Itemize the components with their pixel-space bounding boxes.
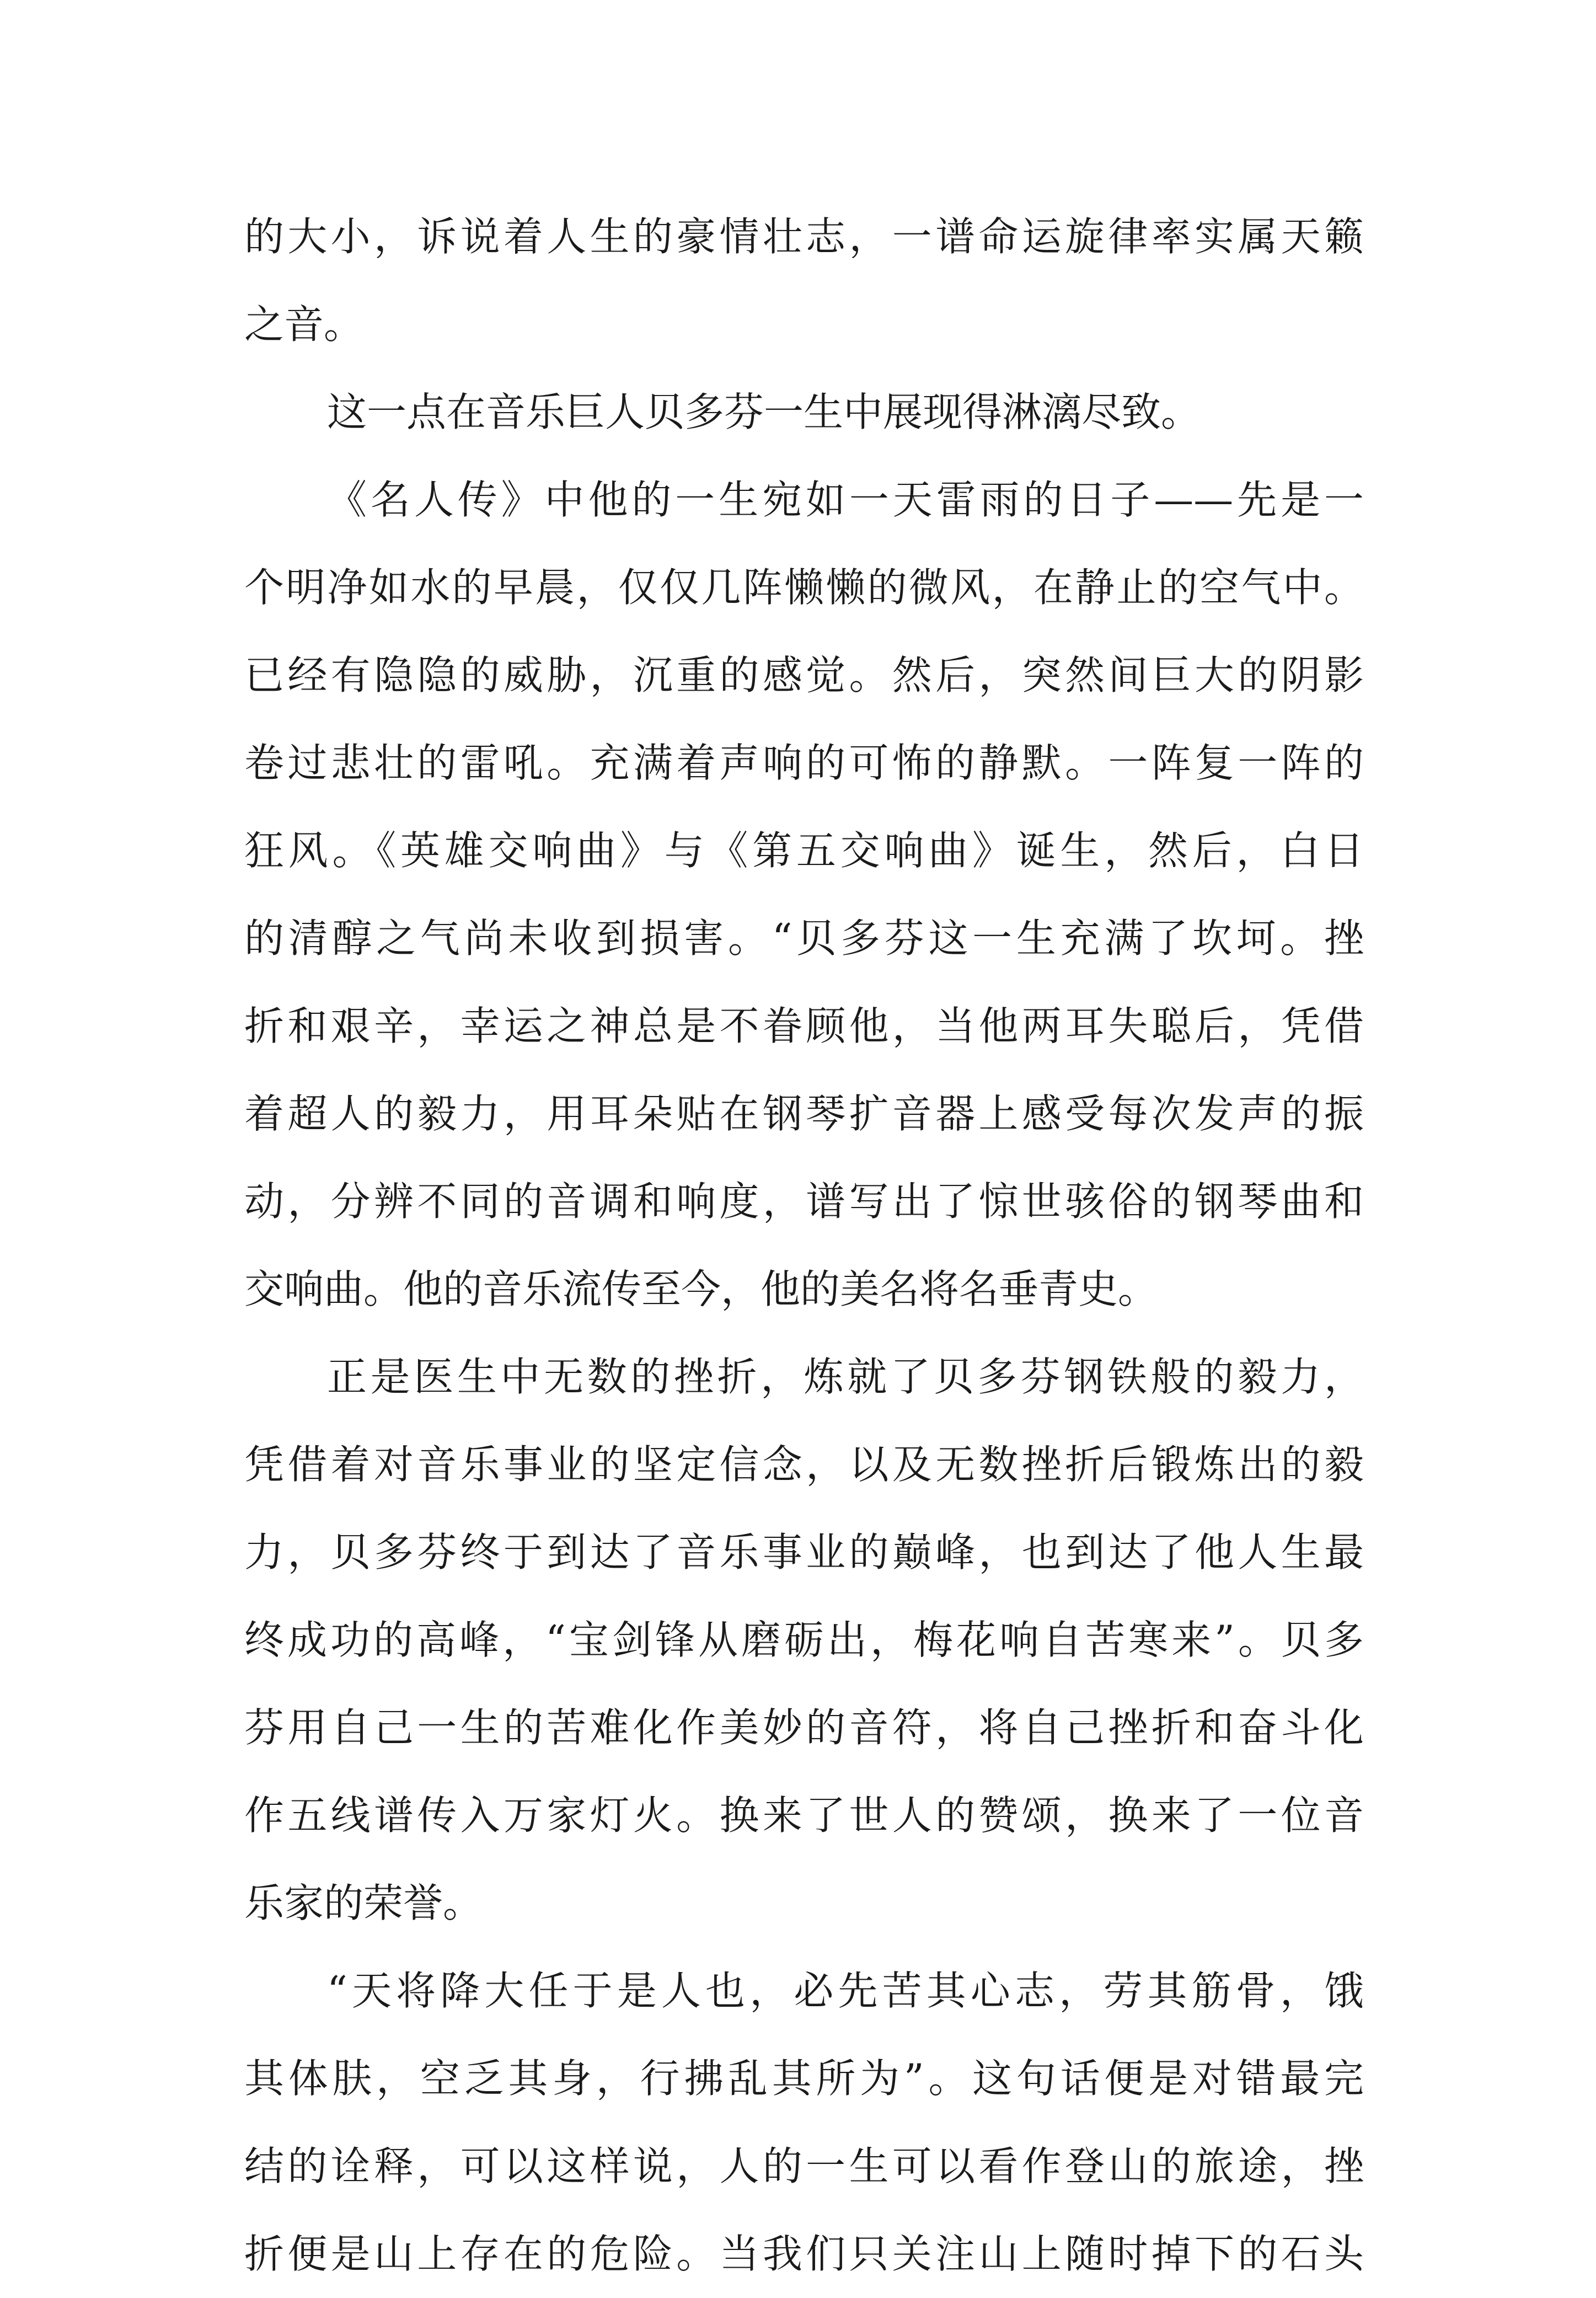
text-line: 的大小，诉说着人生的豪情壮志，一谱命运旋律率实属天籁: [244, 213, 1364, 260]
text-line: 的清醇之气尚未收到损害。“贝多芬这一生充满了坎坷。挫: [244, 915, 1364, 961]
text-line: 终成功的高峰，“宝剑锋从磨砺出，梅花响自苦寒来”。贝多: [244, 1617, 1364, 1663]
text-line: 卷过悲壮的雷吼。充满着声响的可怖的静默。一阵复一阵的: [244, 740, 1364, 786]
text-line: 结的诠释，可以这样说，人的一生可以看作登山的旅途，挫: [244, 2143, 1364, 2189]
text-line: 动，分辨不同的音调和响度，谱写出了惊世骇俗的钢琴曲和: [244, 1178, 1364, 1225]
text-line: 《名人传》中他的一生宛如一天雷雨的日子——先是一: [327, 477, 1364, 523]
text-line: 力，贝多芬终于到达了音乐事业的巅峰，也到达了他人生最: [244, 1529, 1364, 1575]
text-line: 折和艰辛，幸运之神总是不眷顾他，当他两耳失聪后，凭借: [244, 1003, 1364, 1049]
text-line: 其体肤，空乏其身，行拂乱其所为”。这句话便是对错最完: [244, 2055, 1364, 2102]
text-line: 已经有隐隐的威胁，沉重的感觉。然后，突然间巨大的阴影: [244, 652, 1364, 698]
text-line: 作五线谱传入万家灯火。换来了世人的赞颂，换来了一位音: [244, 1792, 1364, 1839]
text-line: 这一点在音乐巨人贝多芬一生中展现得淋漓尽致。: [327, 389, 1201, 435]
text-line: 交响曲。他的音乐流传至今，他的美名将名垂青史。: [244, 1266, 1158, 1312]
text-line: 乐家的荣誉。: [244, 1880, 483, 1926]
text-line: 正是医生中无数的挫折，炼就了贝多芬钢铁般的毅力，: [327, 1354, 1364, 1400]
text-line: 之音。: [244, 301, 364, 348]
text-line: 狂风。《英雄交响曲》与《第五交响曲》诞生，然后，白日: [244, 827, 1364, 874]
body-text: [244, 193, 1364, 2298]
text-line: 着超人的毅力，用耳朵贴在钢琴扩音器上感受每次发声的振: [244, 1091, 1364, 1137]
text-line: 折便是山上存在的危险。当我们只关注山上随时掉下的石头: [244, 2231, 1364, 2277]
text-line: “天将降大任于是人也，必先苦其心志，劳其筋骨，饿: [327, 1968, 1364, 2014]
text-line: 凭借着对音乐事业的坚定信念，以及无数挫折后锻炼出的毅: [244, 1441, 1364, 1488]
text-line: 芬用自己一生的苦难化作美妙的音符，将自己挫折和奋斗化: [244, 1704, 1364, 1751]
text-line: 个明净如水的早晨，仅仅几阵懒懒的微风，在静止的空气中。: [244, 564, 1364, 611]
